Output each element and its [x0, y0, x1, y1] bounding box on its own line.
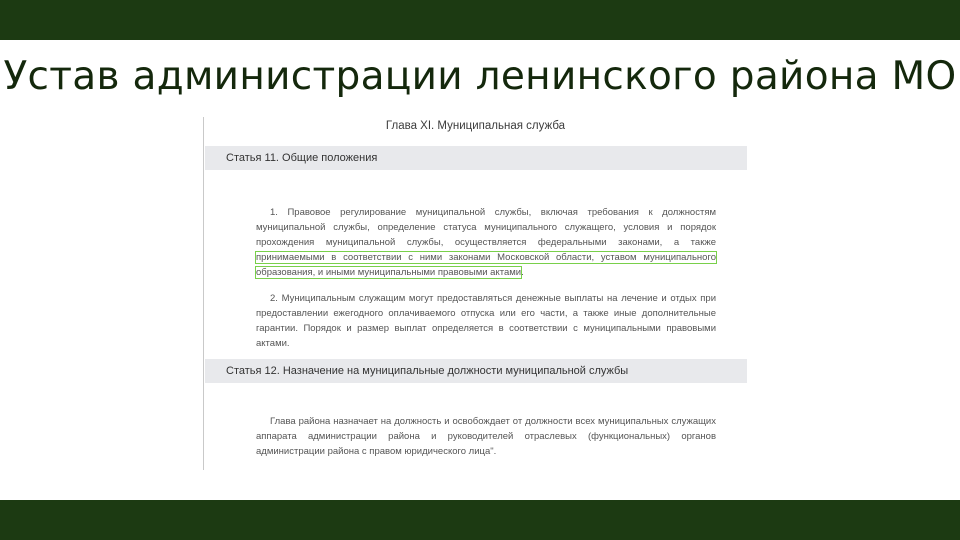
slide-title: Устав администрации ленинского района МО: [3, 54, 957, 99]
document-screenshot: [203, 117, 747, 470]
top-frame-bar: [0, 0, 960, 40]
highlighted-text: принимаемыми в соответствии с ними законами Московской области, уставом муниципального: [256, 252, 716, 263]
article-11-paragraph-2: 2. Муниципальным служащим могут предоставляться денежные выплаты на лечение и отдых при предоставлении ежегодного оплачиваемого отпуска или его части, а также иные дополнительные гарантии. Порядок и размер выплат определяется в соответствии с муниципальными правовыми актами.: [256, 293, 716, 349]
article-11-paragraph-1: [256, 205, 716, 280]
chapter-title: Глава XI. Муниципальная служба: [385, 120, 566, 132]
article-12-heading: Статья 12. Назначение на муниципальные должности муниципальной службы: [205, 359, 747, 383]
article-12-paragraph-1: Глава района назначает на должность и освобождает от должности всех муниципальных служащих аппарата администрации района и руководителей отраслевых (функциональных) органов администрации района с правом юридического лица".: [256, 416, 716, 457]
article-11-heading: Статья 11. Общие положения: [205, 146, 747, 170]
bottom-frame-bar: [0, 500, 960, 540]
paragraph-text: .: [521, 267, 524, 278]
paragraph-text: 1. Правовое регулирование муниципальной службы, включая требования к должностям муниципальной службы, определение статуса муниципального служащего, условия и порядок прохождения муниципальной службы, осуществляется федеральными законами, а также: [256, 207, 716, 248]
highlighted-text: образования, и иными муниципальными правовыми актами: [256, 267, 522, 278]
